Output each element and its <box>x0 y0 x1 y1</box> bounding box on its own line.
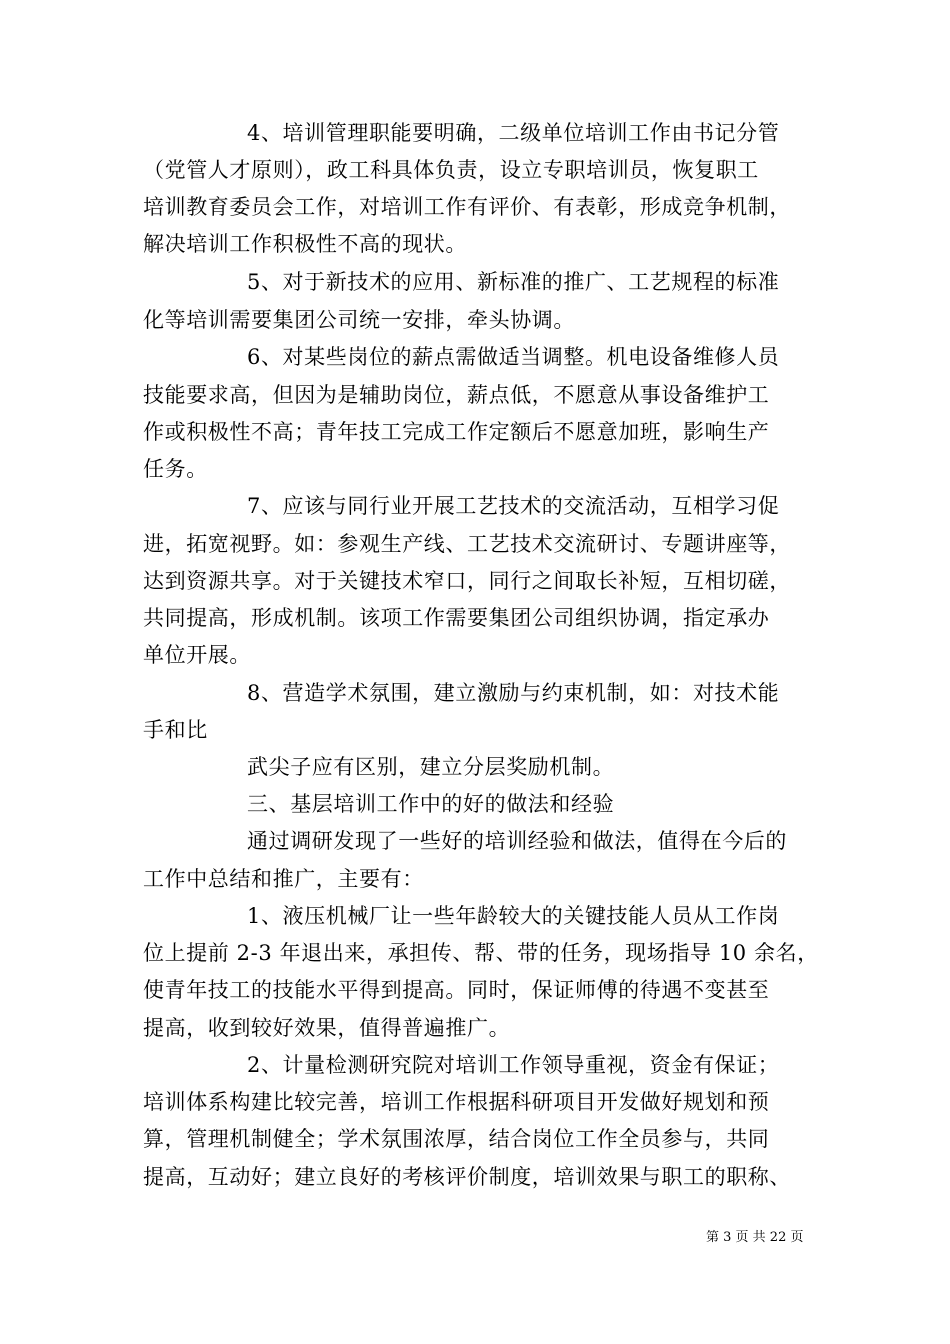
text-line: 达到资源共享。对于关键技术窄口，同行之间取长补短，互相切磋， <box>143 569 791 593</box>
text-line: 1、液压机械厂让一些年龄较大的关键技能人员从工作岗 <box>247 904 780 928</box>
text-line: 通过调研发现了一些好的培训经验和做法，值得在今后的 <box>247 829 787 853</box>
text-line: 化等培训需要集团公司统一安排，牵头协调。 <box>143 308 575 332</box>
text-line: 算，管理机制健全；学术氛围浓厚，结合岗位工作全员参与，共同 <box>143 1127 770 1151</box>
text-line: 技能要求高，但因为是辅助岗位，薪点低，不愿意从事设备维护工 <box>143 383 770 407</box>
text-line: 7、应该与同行业开展工艺技术的交流活动，互相学习促 <box>247 494 780 518</box>
text-line: （党管人才原则），政工科具体负责，设立专职培训员，恢复职工 <box>143 158 759 182</box>
text-line: 工作中总结和推广，主要有： <box>143 867 424 891</box>
text-line: 4、培训管理职能要明确，二级单位培训工作由书记分管 <box>247 121 780 145</box>
text-line: 提高，互动好；建立良好的考核评价制度，培训效果与职工的职称、 <box>143 1165 791 1189</box>
text-line: 5、对于新技术的应用、新标准的推广、工艺规程的标准 <box>247 270 780 294</box>
text-line: 使青年技工的技能水平得到提高。同时，保证师傅的待遇不变甚至 <box>143 978 770 1002</box>
text-line: 作或积极性不高；青年技工完成工作定额后不愿意加班，影响生产 <box>143 420 770 444</box>
text-line: 共同提高，形成机制。该项工作需要集团公司组织协调，指定承办 <box>143 606 770 630</box>
text-line: 位上提前 2-3 年退出来，承担传、帮、带的任务，现场指导 10 余名， <box>143 941 819 965</box>
text-line: 进，拓宽视野。如：参观生产线、工艺技术交流研讨、专题讲座等， <box>143 532 791 556</box>
text-line: 提高，收到较好效果，值得普遍推广。 <box>143 1016 511 1040</box>
text-line: 单位开展。 <box>143 643 251 667</box>
text-line: 培训体系构建比较完善，培训工作根据科研项目开发做好规划和预 <box>143 1090 770 1114</box>
section-heading: 三、基层培训工作中的好的做法和经验 <box>247 792 615 816</box>
text-line: 2、计量检测研究院对培训工作领导重视，资金有保证； <box>247 1053 780 1077</box>
page-number: 第 3 页 共 22 页 <box>706 1230 804 1245</box>
text-line: 6、对某些岗位的薪点需做适当调整。机电设备维修人员 <box>247 345 780 369</box>
text-line: 武尖子应有区别，建立分层奖励机制。 <box>247 755 615 779</box>
text-line: 解决培训工作积极性不高的现状。 <box>143 232 467 256</box>
text-line: 8、营造学术氛围，建立激励与约束机制，如：对技术能 <box>247 681 780 705</box>
text-line: 任务。 <box>143 457 208 481</box>
text-line: 手和比 <box>143 718 208 742</box>
text-line: 培训教育委员会工作，对培训工作有评价、有表彰，形成竞争机制， <box>143 195 791 219</box>
